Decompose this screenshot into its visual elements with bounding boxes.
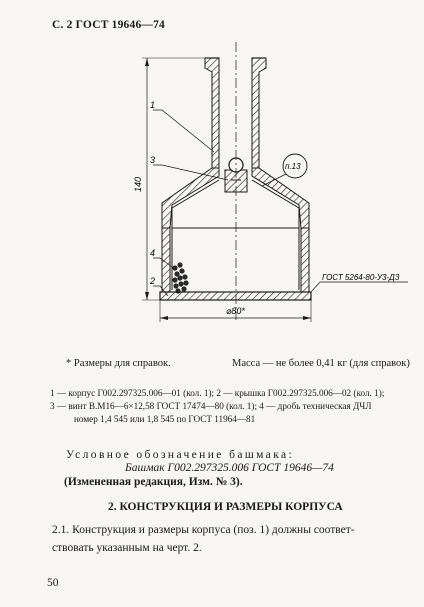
- legend-line-3: номер 1,4 545 или 1,8 545 по ГОСТ 11964—81: [74, 413, 256, 424]
- mass-note: Масса — не более 0,41 кг (для справок): [232, 358, 410, 369]
- height-dim-label: 140: [133, 176, 143, 192]
- page-number: 50: [47, 577, 59, 589]
- detail-ref-label: п.13: [285, 162, 301, 171]
- sizes-reference-note: * Размеры для справок.: [66, 358, 171, 369]
- diameter-dim-label: ⌀80*: [226, 306, 245, 316]
- callout-4: 4: [150, 248, 156, 258]
- callout-2: 2: [150, 276, 156, 286]
- section-paragraph: [52, 521, 355, 557]
- parts-legend: [50, 387, 422, 425]
- paragraph-line-2: ствовать указанным на черт. 2.: [52, 542, 202, 554]
- paragraph-line-1: 2.1. Конструкция и размеры корпуса (поз. 1) должны соответ-: [52, 524, 355, 536]
- legend-line-2: 3 — винт В.М16—6×12,58 ГОСТ 17474—80 (кол. 1); 4 — дробь техническая ДЧЛ: [50, 400, 372, 411]
- neck-walls: [205, 58, 266, 168]
- callout-1: 1: [150, 100, 156, 110]
- amendment-note: (Измененная редакция, Изм. № 3).: [64, 476, 243, 488]
- weld-note: ГОСТ 5264-80-У3-Д3: [322, 273, 400, 282]
- callout-3: 3: [150, 155, 156, 165]
- designation-label: Условное обозначение башмака:: [66, 449, 295, 461]
- bottom-cap: [160, 292, 311, 300]
- legend-line-1: 1 — корпус Г002.297325.006—01 (кол. 1); 2 — крышка Г002.297325.006—02 (кол. 1);: [50, 388, 385, 398]
- designation-value: Башмак Г002.297325.006 ГОСТ 19646—74: [125, 462, 334, 474]
- running-head: С. 2 ГОСТ 19646—74: [52, 19, 165, 31]
- section-title: 2. КОНСТРУКЦИЯ И РАЗМЕРЫ КОРПУСА: [108, 501, 343, 513]
- shot-pellets: [172, 262, 188, 293]
